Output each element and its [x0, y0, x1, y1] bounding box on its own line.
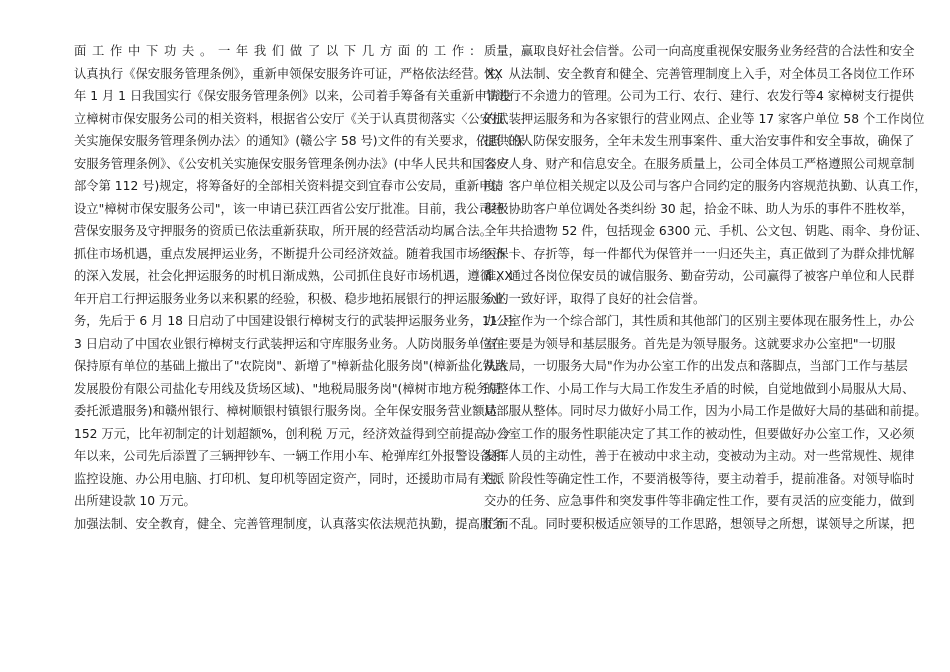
text-line: 质量，赢取良好社会信誉。公司一向高度重视保安服务业务经营的合法性和安全 [484, 44, 915, 58]
text-line: 务，先后于 6 月 18 日启动了中国建设银行樟树支行的武装押运服务业务，11 月 [74, 314, 514, 328]
text-line: 的武装押运服务和为各家银行的营业网点、企业等 17 家客户单位 58 个工作岗位 [484, 111, 925, 126]
text-line: 152 万元，比年初制定的计划超额%，创利税 万元，经济效益得到空前提高。今 [74, 426, 511, 441]
text-line: 保持原有单位的基础上撤出了"农院岗"、新增了"樟新盐化服务岗"(樟新盐化铁路 [74, 359, 508, 373]
text-line: 认真执行《保安服务管理条例》，重新申领保安服务许可证，严格依法经营。XX [74, 66, 503, 81]
text-line: 难。通过各岗位保安员的诚信服务、勤奋劳动，公司赢得了被客户单位和人民群 [484, 269, 915, 283]
text-line: 委托派遣服务)和赣州银行、樟树顺银村镇银行服务岗。全年保安服务营业额达 [74, 404, 497, 418]
text-line: 监控设施、办公用电脑、打印机、复印机等固定资产，同时，还援助市局有关派 [74, 471, 505, 486]
text-line: 发展股份有限公司盐化专用线及货场区域)、"地税局服务岗"(樟树市地方税务局 [74, 381, 501, 396]
text-line: 交办的任务、应急事件和突发事件等非确定性工作，要有灵活的应变能力，做到 [484, 494, 915, 508]
text-line: 设立"樟树市保安服务公司"，该一申请已获江西省公安厅批准。目前，我公司经 [74, 201, 504, 216]
text-line: 众的一致好评，取得了良好的社会信誉。 [484, 291, 706, 306]
right-column [484, 40, 928, 535]
text-line: 医保卡、存折等，每一件都代为保管并一一归还失主，真正做到了为群众排忧解 [484, 246, 915, 261]
text-line: 度、客户单位相关规定以及公司与客户合同约定的服务内容规范执勤、认真工作， [484, 179, 927, 193]
left-column [74, 40, 526, 535]
text-line: 3 日启动了中国农业银行樟树支行武装押运和守库服务业务。人防岗服务单位在 [74, 336, 504, 351]
text-line: 年 1 月 1 日我国实行《保安服务管理条例》以来，公司着手筹备有关重新申请设 [74, 89, 512, 103]
text-line: 积极协助客户单位调处各类纠纷 30 起，拾金不昧、助人为乐的事件不胜枚举， [484, 201, 914, 216]
text-line: 全年共拾遗物 52 件，包括现金 6300 元、手机、公文包、钥匙、雨伞、身份证、 [484, 224, 928, 238]
text-line: 安服务管理条例》、《公安机关实施保安服务管理条例办法》(中华人民共和国公安 [74, 156, 510, 171]
text-line: 忙而不乱。同时要积极适应领导的工作思路，想领导之所想，谋领导之所谋，把 [484, 516, 915, 531]
text-line: 营保安服务及守押服务的资质已依法重新获取，所开展的经营活动均属合法。 [74, 224, 493, 238]
text-line: 节进行不余遗力的管理。公司为工行、农行、建行、农发行等4 家樟树支行提供 [484, 89, 914, 103]
text-line: 抓住市场机遇，重点发展押运业务，不断提升公司经济效益。随着我国市场经济 [74, 246, 505, 261]
text-line: 的深入发展，社会化押运服务的时机日渐成熟，公司抓住良好市场机遇，遵循 XX [74, 269, 513, 283]
text-line: 从大局，一切服务大局"作为办公室工作的出发点和落脚点，当部门工作与基层 [484, 359, 908, 373]
text-line: 出所建设款 10 万元。 [74, 494, 196, 508]
text-line: 关实施保安服务管理条例办法〉的通知》(赣公字 58 号)文件的有关要求，依照《保 [74, 134, 526, 148]
text-line: 提供的人防保安服务，全年未发生刑事案件、重大治安事件和安全事故，确保了 [484, 134, 915, 148]
text-line: 立樟树市保安服务公司的相关资料，根据省公安厅《关于认真贯彻落实〈公安机 [74, 111, 505, 126]
text-line: 客户人身、财产和信息安全。在服务质量上，公司全体员工严格遵照公司规章制 [484, 156, 915, 171]
text-line: 的整体工作、小局工作与大局工作发生矛盾的时候，自觉地做到小局服从大局、 [484, 381, 915, 396]
text-line: 部令第 112 号)规定，将筹备好的全部相关资料提交到宜春市公安局，重新申请 [74, 179, 504, 193]
text-line: 办公室作为一个综合部门，其性质和其他部门的区别主要体现在服务性上，办公 [484, 314, 915, 328]
text-line: 年以来，公司先后添置了三辆押钞车、一辆工作用小车、枪弹库红外报警设备和 [74, 449, 505, 463]
text-line: 年开启工行押运服务业务以来积累的经验，积极、稳步地拓展银行的押运服务业 [74, 291, 505, 306]
text-line: 加强法制、安全教育，健全、完善管理制度，认真落实依法规范执勤，提高服务 [74, 516, 505, 531]
text-line: 面工作中下功夫。一年我们做了以下几方面的工作: [74, 44, 474, 58]
text-line: 发挥人员的主动性，善于在被动中求主动，变被动为主动。对一些常规性、规律 [484, 449, 915, 463]
text-line: 办公室工作的服务性职能决定了其工作的被动性，但要做好办公室工作，又必须 [484, 426, 915, 441]
text-line: 局部服从整体。同时尽力做好小局工作，因为小局工作是做好大局的基础和前提。 [484, 404, 927, 418]
text-line: 性，从法制、安全教育和健全、完善管理制度上入手，对全体员工各岗位工作环 [484, 66, 915, 81]
text-line: 室主要是为领导和基层服务。首先是为领导服务。这就要求办公室把"一切服 [484, 336, 896, 351]
text-line: 性、阶段性等确定性工作，不要消极等待，要主动着手，提前准备。对领导临时 [484, 471, 915, 486]
